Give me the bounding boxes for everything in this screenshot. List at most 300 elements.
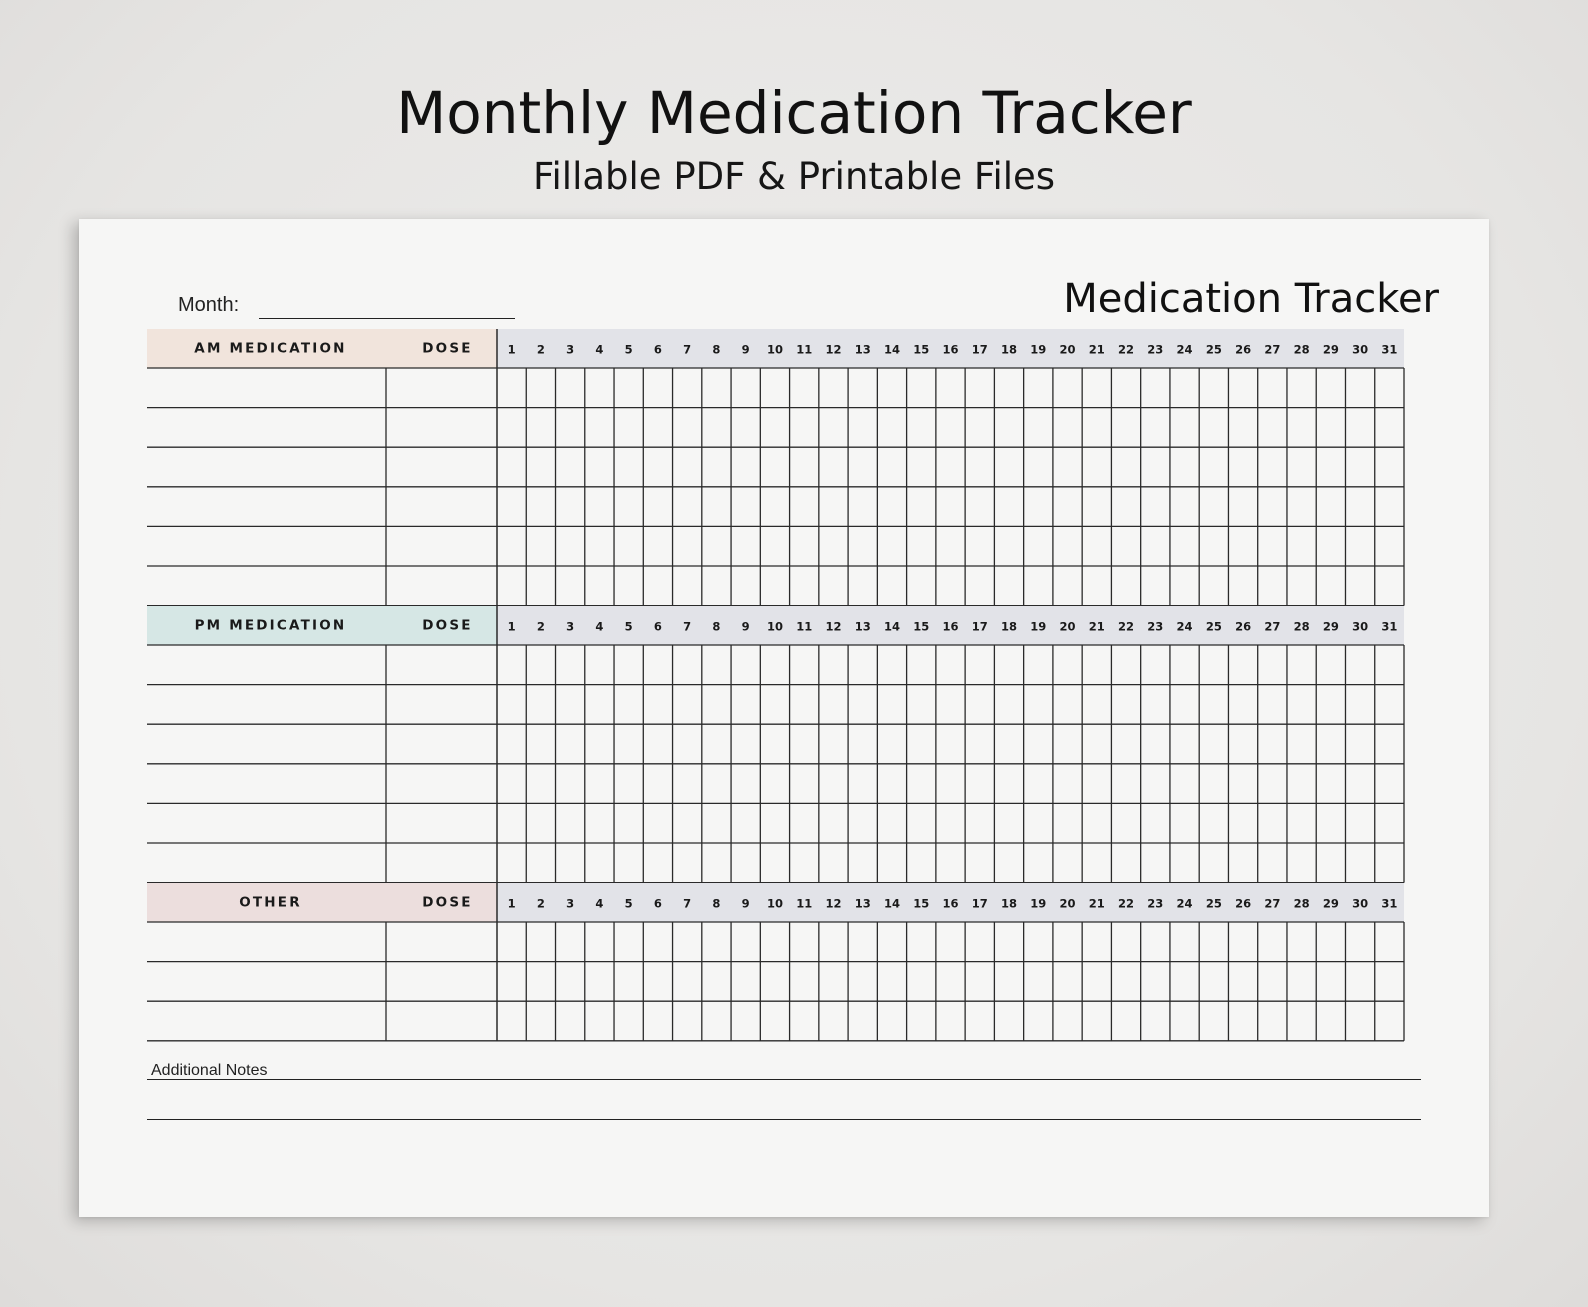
am-day-check-cell[interactable] [1228,408,1257,448]
am-day-check-cell[interactable] [1199,526,1228,566]
other-day-check-cell[interactable] [497,1001,526,1041]
am-day-check-cell[interactable] [1141,566,1170,606]
am-medication-cell[interactable] [147,566,386,606]
am-day-check-cell[interactable] [731,368,760,408]
other-day-check-cell[interactable] [1199,1001,1228,1041]
other-day-check-cell[interactable] [1024,962,1053,1002]
pm-day-check-cell[interactable] [673,843,702,883]
am-day-check-cell[interactable] [702,487,731,527]
pm-day-check-cell[interactable] [526,764,555,804]
am-day-check-cell[interactable] [1375,447,1404,487]
am-day-check-cell[interactable] [790,447,819,487]
am-day-check-cell[interactable] [877,487,906,527]
pm-day-check-cell[interactable] [1316,685,1345,725]
pm-day-check-cell[interactable] [1141,645,1170,685]
pm-day-check-cell[interactable] [936,724,965,764]
am-day-check-cell[interactable] [1141,368,1170,408]
pm-day-check-cell[interactable] [1111,685,1140,725]
pm-day-check-cell[interactable] [907,724,936,764]
other-day-check-cell[interactable] [1111,1001,1140,1041]
other-day-check-cell[interactable] [877,922,906,962]
pm-day-check-cell[interactable] [1111,645,1140,685]
pm-day-check-cell[interactable] [1258,645,1287,685]
pm-day-check-cell[interactable] [702,764,731,804]
am-day-check-cell[interactable] [702,368,731,408]
pm-day-check-cell[interactable] [1170,843,1199,883]
pm-medication-cell[interactable] [147,645,386,685]
am-day-check-cell[interactable] [614,368,643,408]
am-day-check-cell[interactable] [1316,566,1345,606]
pm-day-check-cell[interactable] [790,803,819,843]
am-day-check-cell[interactable] [907,526,936,566]
pm-day-check-cell[interactable] [614,645,643,685]
am-day-check-cell[interactable] [585,526,614,566]
pm-day-check-cell[interactable] [1170,685,1199,725]
other-day-check-cell[interactable] [1375,1001,1404,1041]
pm-day-check-cell[interactable] [965,803,994,843]
am-day-check-cell[interactable] [760,368,789,408]
am-day-check-cell[interactable] [848,408,877,448]
am-day-check-cell[interactable] [1024,408,1053,448]
other-day-check-cell[interactable] [1258,1001,1287,1041]
other-day-check-cell[interactable] [1228,1001,1257,1041]
pm-day-check-cell[interactable] [819,645,848,685]
am-day-check-cell[interactable] [965,368,994,408]
other-day-check-cell[interactable] [848,922,877,962]
pm-day-check-cell[interactable] [965,685,994,725]
am-day-check-cell[interactable] [1170,566,1199,606]
pm-day-check-cell[interactable] [731,843,760,883]
other-day-check-cell[interactable] [1258,922,1287,962]
am-medication-cell[interactable] [147,526,386,566]
other-day-check-cell[interactable] [994,922,1023,962]
am-day-check-cell[interactable] [877,368,906,408]
am-day-check-cell[interactable] [1053,566,1082,606]
am-dose-cell[interactable] [386,447,497,487]
other-day-check-cell[interactable] [965,922,994,962]
am-day-check-cell[interactable] [1228,526,1257,566]
other-day-check-cell[interactable] [1375,922,1404,962]
am-day-check-cell[interactable] [1345,526,1374,566]
am-day-check-cell[interactable] [1258,368,1287,408]
pm-day-check-cell[interactable] [1082,724,1111,764]
notes-line-1[interactable] [147,1079,1421,1080]
pm-day-check-cell[interactable] [1053,645,1082,685]
other-day-check-cell[interactable] [673,962,702,1002]
other-day-check-cell[interactable] [526,1001,555,1041]
pm-day-check-cell[interactable] [1316,724,1345,764]
am-day-check-cell[interactable] [643,447,672,487]
pm-day-check-cell[interactable] [1111,724,1140,764]
pm-day-check-cell[interactable] [1375,843,1404,883]
am-day-check-cell[interactable] [526,526,555,566]
pm-day-check-cell[interactable] [1287,685,1316,725]
other-day-check-cell[interactable] [1375,962,1404,1002]
am-day-check-cell[interactable] [1258,408,1287,448]
am-day-check-cell[interactable] [848,447,877,487]
am-day-check-cell[interactable] [790,368,819,408]
pm-day-check-cell[interactable] [877,764,906,804]
other-day-check-cell[interactable] [1316,962,1345,1002]
pm-day-check-cell[interactable] [877,685,906,725]
am-day-check-cell[interactable] [1199,408,1228,448]
other-day-check-cell[interactable] [760,1001,789,1041]
am-day-check-cell[interactable] [1199,566,1228,606]
other-day-check-cell[interactable] [673,1001,702,1041]
am-day-check-cell[interactable] [965,566,994,606]
pm-day-check-cell[interactable] [1141,803,1170,843]
am-day-check-cell[interactable] [994,566,1023,606]
am-day-check-cell[interactable] [1111,526,1140,566]
am-day-check-cell[interactable] [994,487,1023,527]
am-day-check-cell[interactable] [760,566,789,606]
pm-day-check-cell[interactable] [643,724,672,764]
pm-day-check-cell[interactable] [526,685,555,725]
am-day-check-cell[interactable] [877,566,906,606]
am-day-check-cell[interactable] [760,487,789,527]
am-day-check-cell[interactable] [760,526,789,566]
pm-day-check-cell[interactable] [614,803,643,843]
other-day-check-cell[interactable] [1141,962,1170,1002]
pm-day-check-cell[interactable] [1287,645,1316,685]
other-day-check-cell[interactable] [1316,1001,1345,1041]
other-day-check-cell[interactable] [1345,1001,1374,1041]
other-day-check-cell[interactable] [1053,1001,1082,1041]
other-day-check-cell[interactable] [1111,962,1140,1002]
pm-medication-cell[interactable] [147,724,386,764]
other-day-check-cell[interactable] [1287,962,1316,1002]
pm-day-check-cell[interactable] [1287,724,1316,764]
other-medication-cell[interactable] [147,962,386,1002]
pm-day-check-cell[interactable] [877,843,906,883]
pm-day-check-cell[interactable] [1111,764,1140,804]
am-day-check-cell[interactable] [1082,368,1111,408]
am-day-check-cell[interactable] [1170,487,1199,527]
pm-day-check-cell[interactable] [731,764,760,804]
pm-day-check-cell[interactable] [1082,685,1111,725]
pm-day-check-cell[interactable] [994,803,1023,843]
pm-medication-cell[interactable] [147,764,386,804]
other-day-check-cell[interactable] [965,962,994,1002]
pm-day-check-cell[interactable] [643,764,672,804]
pm-day-check-cell[interactable] [936,843,965,883]
other-day-check-cell[interactable] [1228,922,1257,962]
pm-day-check-cell[interactable] [1375,645,1404,685]
pm-day-check-cell[interactable] [1287,843,1316,883]
other-day-check-cell[interactable] [556,922,585,962]
am-day-check-cell[interactable] [819,487,848,527]
pm-day-check-cell[interactable] [526,645,555,685]
pm-day-check-cell[interactable] [643,645,672,685]
pm-day-check-cell[interactable] [936,685,965,725]
am-day-check-cell[interactable] [1375,526,1404,566]
pm-day-check-cell[interactable] [1082,803,1111,843]
am-day-check-cell[interactable] [731,566,760,606]
other-day-check-cell[interactable] [1199,922,1228,962]
other-day-check-cell[interactable] [877,962,906,1002]
am-day-check-cell[interactable] [673,566,702,606]
pm-day-check-cell[interactable] [731,803,760,843]
other-day-check-cell[interactable] [907,962,936,1002]
am-day-check-cell[interactable] [614,408,643,448]
pm-day-check-cell[interactable] [497,645,526,685]
pm-day-check-cell[interactable] [585,764,614,804]
other-day-check-cell[interactable] [907,922,936,962]
am-day-check-cell[interactable] [1345,487,1374,527]
other-day-check-cell[interactable] [585,1001,614,1041]
am-day-check-cell[interactable] [1345,447,1374,487]
pm-day-check-cell[interactable] [848,764,877,804]
pm-day-check-cell[interactable] [497,764,526,804]
other-day-check-cell[interactable] [643,962,672,1002]
am-day-check-cell[interactable] [1287,368,1316,408]
am-day-check-cell[interactable] [673,447,702,487]
am-day-check-cell[interactable] [585,447,614,487]
am-medication-cell[interactable] [147,408,386,448]
am-day-check-cell[interactable] [1111,566,1140,606]
other-day-check-cell[interactable] [673,922,702,962]
other-day-check-cell[interactable] [497,962,526,1002]
pm-day-check-cell[interactable] [994,843,1023,883]
am-day-check-cell[interactable] [965,526,994,566]
am-day-check-cell[interactable] [585,487,614,527]
other-day-check-cell[interactable] [936,1001,965,1041]
other-day-check-cell[interactable] [497,922,526,962]
pm-day-check-cell[interactable] [1199,843,1228,883]
other-day-check-cell[interactable] [614,962,643,1002]
other-day-check-cell[interactable] [526,922,555,962]
am-day-check-cell[interactable] [1141,526,1170,566]
am-day-check-cell[interactable] [1082,526,1111,566]
other-day-check-cell[interactable] [760,962,789,1002]
pm-day-check-cell[interactable] [790,685,819,725]
am-day-check-cell[interactable] [877,447,906,487]
am-medication-cell[interactable] [147,447,386,487]
other-day-check-cell[interactable] [1345,922,1374,962]
pm-day-check-cell[interactable] [1141,724,1170,764]
pm-medication-cell[interactable] [147,843,386,883]
pm-day-check-cell[interactable] [1228,843,1257,883]
am-day-check-cell[interactable] [1199,368,1228,408]
pm-day-check-cell[interactable] [907,764,936,804]
pm-dose-cell[interactable] [386,764,497,804]
am-dose-cell[interactable] [386,487,497,527]
other-day-check-cell[interactable] [1024,922,1053,962]
pm-day-check-cell[interactable] [790,724,819,764]
pm-day-check-cell[interactable] [1258,685,1287,725]
pm-day-check-cell[interactable] [1258,764,1287,804]
am-day-check-cell[interactable] [936,487,965,527]
other-day-check-cell[interactable] [526,962,555,1002]
other-day-check-cell[interactable] [1287,1001,1316,1041]
am-day-check-cell[interactable] [614,566,643,606]
am-day-check-cell[interactable] [1228,566,1257,606]
other-day-check-cell[interactable] [936,962,965,1002]
pm-day-check-cell[interactable] [556,645,585,685]
am-day-check-cell[interactable] [497,447,526,487]
other-day-check-cell[interactable] [790,1001,819,1041]
pm-day-check-cell[interactable] [1228,803,1257,843]
pm-day-check-cell[interactable] [848,843,877,883]
pm-day-check-cell[interactable] [673,803,702,843]
am-day-check-cell[interactable] [1111,408,1140,448]
am-day-check-cell[interactable] [1345,368,1374,408]
am-day-check-cell[interactable] [614,487,643,527]
am-day-check-cell[interactable] [1345,566,1374,606]
pm-day-check-cell[interactable] [614,685,643,725]
am-day-check-cell[interactable] [790,566,819,606]
pm-day-check-cell[interactable] [556,764,585,804]
am-day-check-cell[interactable] [1053,526,1082,566]
pm-day-check-cell[interactable] [965,764,994,804]
pm-day-check-cell[interactable] [907,645,936,685]
am-day-check-cell[interactable] [907,368,936,408]
am-day-check-cell[interactable] [1375,368,1404,408]
pm-day-check-cell[interactable] [1170,724,1199,764]
am-day-check-cell[interactable] [1024,447,1053,487]
am-day-check-cell[interactable] [1316,447,1345,487]
other-day-check-cell[interactable] [731,962,760,1002]
am-day-check-cell[interactable] [556,447,585,487]
other-dose-cell[interactable] [386,962,497,1002]
am-day-check-cell[interactable] [702,566,731,606]
am-day-check-cell[interactable] [1316,487,1345,527]
am-day-check-cell[interactable] [1375,408,1404,448]
pm-day-check-cell[interactable] [1345,843,1374,883]
other-day-check-cell[interactable] [1316,922,1345,962]
other-day-check-cell[interactable] [877,1001,906,1041]
am-day-check-cell[interactable] [731,487,760,527]
pm-day-check-cell[interactable] [614,724,643,764]
pm-day-check-cell[interactable] [1170,803,1199,843]
pm-day-check-cell[interactable] [1316,843,1345,883]
pm-day-check-cell[interactable] [790,843,819,883]
am-day-check-cell[interactable] [1053,408,1082,448]
pm-day-check-cell[interactable] [1258,803,1287,843]
am-day-check-cell[interactable] [1141,487,1170,527]
other-day-check-cell[interactable] [614,922,643,962]
am-day-check-cell[interactable] [1082,566,1111,606]
pm-day-check-cell[interactable] [877,803,906,843]
pm-day-check-cell[interactable] [643,685,672,725]
pm-dose-cell[interactable] [386,645,497,685]
other-day-check-cell[interactable] [643,922,672,962]
am-day-check-cell[interactable] [643,408,672,448]
other-day-check-cell[interactable] [702,1001,731,1041]
pm-day-check-cell[interactable] [1287,803,1316,843]
am-day-check-cell[interactable] [497,408,526,448]
am-day-check-cell[interactable] [994,408,1023,448]
pm-day-check-cell[interactable] [994,764,1023,804]
pm-day-check-cell[interactable] [556,724,585,764]
am-day-check-cell[interactable] [790,408,819,448]
am-day-check-cell[interactable] [819,566,848,606]
other-dose-cell[interactable] [386,1001,497,1041]
other-day-check-cell[interactable] [1170,962,1199,1002]
other-day-check-cell[interactable] [1170,922,1199,962]
pm-day-check-cell[interactable] [1141,764,1170,804]
pm-day-check-cell[interactable] [1375,724,1404,764]
am-day-check-cell[interactable] [731,526,760,566]
other-day-check-cell[interactable] [1141,922,1170,962]
am-day-check-cell[interactable] [1258,487,1287,527]
am-day-check-cell[interactable] [848,487,877,527]
other-day-check-cell[interactable] [731,1001,760,1041]
am-day-check-cell[interactable] [614,447,643,487]
pm-day-check-cell[interactable] [965,724,994,764]
pm-day-check-cell[interactable] [1287,764,1316,804]
am-day-check-cell[interactable] [1258,447,1287,487]
pm-day-check-cell[interactable] [1345,645,1374,685]
am-day-check-cell[interactable] [819,526,848,566]
am-dose-cell[interactable] [386,368,497,408]
pm-day-check-cell[interactable] [1345,724,1374,764]
pm-day-check-cell[interactable] [673,724,702,764]
pm-day-check-cell[interactable] [907,803,936,843]
pm-day-check-cell[interactable] [760,685,789,725]
pm-day-check-cell[interactable] [614,764,643,804]
am-day-check-cell[interactable] [1375,487,1404,527]
am-day-check-cell[interactable] [965,447,994,487]
pm-day-check-cell[interactable] [994,724,1023,764]
pm-day-check-cell[interactable] [1316,803,1345,843]
pm-day-check-cell[interactable] [1345,685,1374,725]
am-day-check-cell[interactable] [848,526,877,566]
pm-day-check-cell[interactable] [819,685,848,725]
other-day-check-cell[interactable] [702,922,731,962]
pm-day-check-cell[interactable] [1024,803,1053,843]
other-day-check-cell[interactable] [848,1001,877,1041]
am-day-check-cell[interactable] [1199,447,1228,487]
other-day-check-cell[interactable] [702,962,731,1002]
pm-day-check-cell[interactable] [643,843,672,883]
pm-day-check-cell[interactable] [673,645,702,685]
other-day-check-cell[interactable] [1345,962,1374,1002]
pm-day-check-cell[interactable] [936,645,965,685]
pm-day-check-cell[interactable] [497,803,526,843]
pm-day-check-cell[interactable] [1258,724,1287,764]
am-dose-cell[interactable] [386,526,497,566]
other-day-check-cell[interactable] [1082,922,1111,962]
am-day-check-cell[interactable] [848,368,877,408]
am-day-check-cell[interactable] [673,368,702,408]
pm-day-check-cell[interactable] [994,645,1023,685]
pm-day-check-cell[interactable] [585,843,614,883]
pm-day-check-cell[interactable] [526,724,555,764]
am-day-check-cell[interactable] [526,566,555,606]
am-day-check-cell[interactable] [643,526,672,566]
other-day-check-cell[interactable] [731,922,760,962]
pm-day-check-cell[interactable] [556,843,585,883]
am-day-check-cell[interactable] [526,368,555,408]
am-day-check-cell[interactable] [1111,447,1140,487]
other-medication-cell[interactable] [147,1001,386,1041]
am-day-check-cell[interactable] [1024,566,1053,606]
pm-day-check-cell[interactable] [877,724,906,764]
pm-day-check-cell[interactable] [1199,724,1228,764]
pm-day-check-cell[interactable] [790,645,819,685]
pm-day-check-cell[interactable] [702,843,731,883]
pm-day-check-cell[interactable] [907,843,936,883]
other-day-check-cell[interactable] [1141,1001,1170,1041]
pm-day-check-cell[interactable] [1345,803,1374,843]
pm-day-check-cell[interactable] [702,724,731,764]
other-day-check-cell[interactable] [819,962,848,1002]
am-day-check-cell[interactable] [1316,526,1345,566]
am-day-check-cell[interactable] [643,566,672,606]
pm-medication-cell[interactable] [147,803,386,843]
other-day-check-cell[interactable] [1053,922,1082,962]
